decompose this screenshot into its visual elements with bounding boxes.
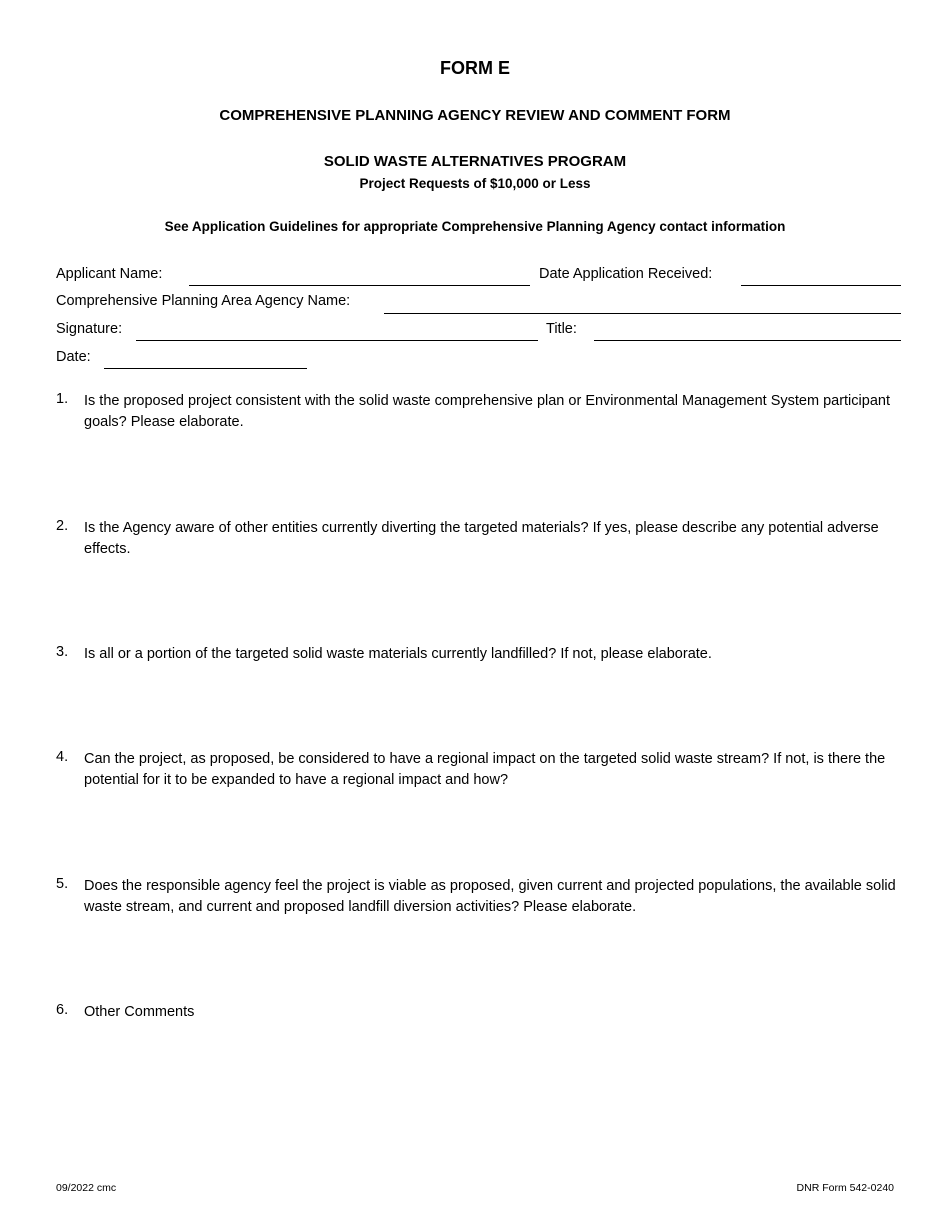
question-text: Can the project, as proposed, be considered to have a regional impact on the targeted solid waste stream? If not, is there the potential for it to be expanded to have a regional impact and how?	[84, 751, 886, 788]
program-title: SOLID WASTE ALTERNATIVES PROGRAM	[323, 153, 627, 170]
date-received-label: Date Application Received:	[539, 266, 713, 282]
agency-name-field[interactable]	[384, 313, 901, 314]
guidelines-note: See Application Guidelines for appropriate Comprehensive Planning Agency contact information	[164, 219, 786, 234]
question-text: Does the responsible agency feel the project is viable as proposed, given current and projected populations, the available solid waste stream, and current and proposed landfill diversion activities? Please elaborate.	[84, 878, 896, 915]
question-number: 6.	[56, 1002, 69, 1018]
form-title: FORM E	[440, 58, 510, 78]
question-number: 1.	[56, 391, 69, 407]
date-label: Date:	[56, 349, 91, 365]
question-number: 2.	[56, 518, 69, 534]
footer-form-number: DNR Form 542-0240	[796, 1182, 894, 1194]
title-label: Title:	[546, 321, 577, 337]
question-number: 3.	[56, 644, 69, 660]
program-subtitle: Project Requests of $10,000 or Less	[359, 176, 591, 191]
applicant-name-label: Applicant Name:	[56, 266, 163, 282]
signature-label: Signature:	[56, 321, 123, 337]
date-received-field[interactable]	[741, 285, 901, 286]
footer-date-code: 09/2022 cmc	[56, 1182, 117, 1194]
question-text: Is the Agency aware of other entities currently diverting the targeted materials? If yes, please describe any potential adverse effects.	[84, 520, 879, 557]
question-text: Is all or a portion of the targeted solid waste materials currently landfilled? If not, please elaborate.	[84, 646, 712, 662]
date-field[interactable]	[104, 368, 307, 369]
question-text: Other Comments	[84, 1004, 195, 1020]
question-number: 5.	[56, 876, 69, 892]
signature-field[interactable]	[136, 340, 538, 341]
agency-name-label: Comprehensive Planning Area Agency Name:	[56, 293, 351, 309]
title-field[interactable]	[594, 340, 901, 341]
applicant-name-field[interactable]	[189, 285, 530, 286]
question-text: Is the proposed project consistent with the solid waste comprehensive plan or Environmental Management System participant goals? Please elaborate.	[84, 393, 890, 430]
form-subtitle: COMPREHENSIVE PLANNING AGENCY REVIEW AND COMMENT FORM	[219, 107, 731, 124]
question-number: 4.	[56, 749, 69, 765]
